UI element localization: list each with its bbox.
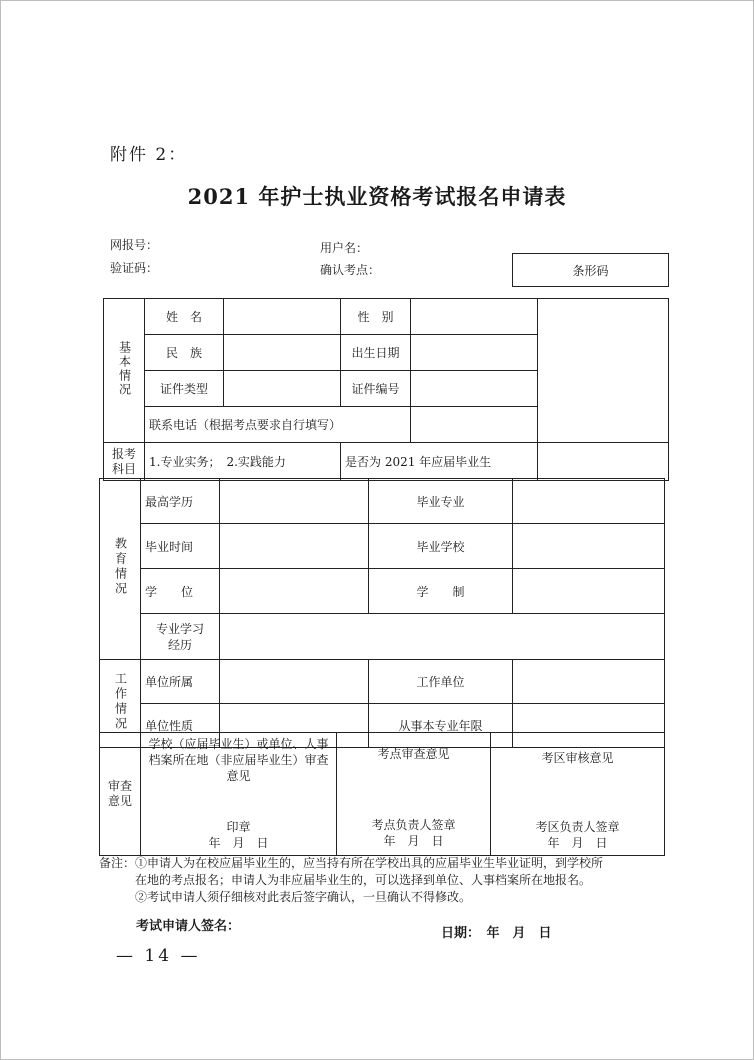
work-section-label: 工作情况 (100, 660, 141, 748)
gender-label: 性 别 (341, 299, 411, 335)
site-sign: 考点负责人签章 (371, 818, 456, 832)
ethnicity-label: 民 族 (145, 335, 224, 371)
years-label: 从事本专业年限 (369, 704, 513, 748)
id-number-label: 证件编号 (341, 371, 411, 407)
employer-field[interactable] (513, 660, 665, 704)
study-history-label: 专业学习经历 (141, 614, 220, 660)
affiliation-field[interactable] (220, 660, 369, 704)
online-id-label: 网报号： (110, 238, 159, 252)
basic-section-label: 基本情况 (104, 299, 145, 443)
school-label: 毕业学校 (369, 524, 513, 569)
review-section-label: 审查意见 (100, 733, 141, 856)
district-review-title: 考区审核意见 (541, 751, 614, 765)
name-field[interactable] (224, 299, 341, 335)
barcode-box (512, 253, 669, 287)
attachment-label: 附件 2： (110, 145, 188, 165)
site-review-title: 考点审查意见 (377, 747, 450, 761)
signature-date-label: 日期： 年 月 日 (441, 926, 552, 941)
subjects-section-label: 报考科目 (104, 443, 145, 481)
site-review-date: 年 月 日 (383, 834, 444, 848)
district-review-cell[interactable] (491, 733, 665, 856)
major-label: 毕业专业 (369, 479, 513, 524)
basic-info-table (103, 298, 669, 481)
highest-degree-field[interactable] (220, 479, 369, 524)
fresh-grad-label: 是否为 2021 年应届毕业生 (341, 443, 538, 481)
degree-label: 学 位 (141, 569, 220, 614)
school-field[interactable] (513, 524, 665, 569)
study-history-field[interactable] (220, 614, 665, 660)
grad-time-label: 毕业时间 (141, 524, 220, 569)
education-section-label: 教育情况 (100, 479, 141, 660)
note-line: 备注：①申请人为在校应届毕业生的，应当持有所在学校出具的应届毕业生毕业证明，到学校所 (99, 856, 604, 870)
verify-code-label: 验证码： (110, 261, 159, 275)
notes (99, 855, 659, 906)
duration-label: 学 制 (369, 569, 513, 614)
gender-field[interactable] (411, 299, 538, 335)
unit-type-label: 单位性质 (141, 704, 220, 748)
birth-date-field[interactable] (411, 335, 538, 371)
employer-label: 工作单位 (369, 660, 513, 704)
school-review-cell[interactable] (141, 733, 337, 856)
confirm-site-label: 确认考点： (320, 263, 381, 277)
duration-field[interactable] (513, 569, 665, 614)
phone-label: 联系电话（根据考点要求自行填写） (145, 407, 411, 443)
school-stamp: 印章 (226, 820, 251, 834)
id-type-label: 证件类型 (145, 371, 224, 407)
school-review-date: 年 月 日 (208, 836, 269, 850)
highest-degree-label: 最高学历 (141, 479, 220, 524)
affiliation-label: 单位所属 (141, 660, 220, 704)
id-number-field[interactable] (411, 371, 538, 407)
username-label: 用户名： (320, 241, 369, 255)
grad-time-field[interactable] (220, 524, 369, 569)
subjects-value: 1.专业实务； 2.实践能力 (145, 443, 341, 481)
note-line: 在地的考点报名；申请人为非应届毕业生的，可以选择到单位、人事档案所在地报名。 (99, 873, 592, 887)
birth-date-label: 出生日期 (341, 335, 411, 371)
applicant-signature-label: 考试申请人签名： (136, 919, 241, 934)
photo-box[interactable] (538, 299, 669, 443)
district-review-date: 年 月 日 (547, 836, 608, 850)
degree-field[interactable] (220, 569, 369, 614)
note-line: ②考试申请人须仔细核对此表后签字确认，一旦确认不得修改。 (99, 890, 472, 904)
site-review-cell[interactable] (337, 733, 491, 856)
district-sign: 考区负责人签章 (535, 820, 620, 834)
page-title: 2021 年护士执业资格考试报名申请表 (187, 184, 567, 209)
review-table (99, 732, 665, 856)
id-type-field[interactable] (224, 371, 341, 407)
page-number: — 14 — (116, 946, 201, 966)
ethnicity-field[interactable] (224, 335, 341, 371)
education-table (99, 478, 665, 748)
fresh-grad-field[interactable] (538, 443, 669, 481)
major-field[interactable] (513, 479, 665, 524)
school-review-title: 学校（应届毕业生）或单位、人事档案所在地（非应届毕业生）审查意见 (148, 737, 329, 783)
barcode-label: 条形码 (572, 263, 609, 278)
phone-field[interactable] (411, 407, 538, 443)
name-label: 姓 名 (145, 299, 224, 335)
